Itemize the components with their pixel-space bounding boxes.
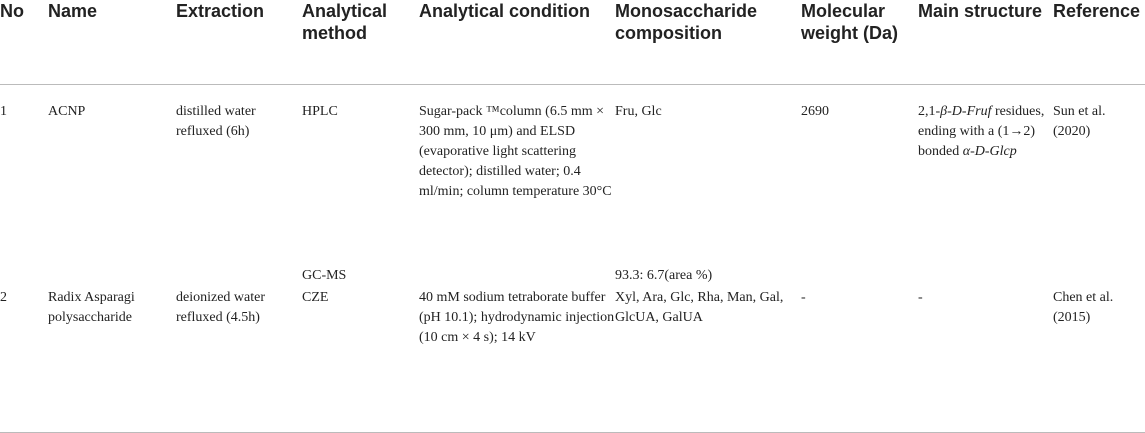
header-row [0,0,1145,84]
cell-main-structure: - [918,288,1053,432]
cell-composition: Xyl, Ara, Glc, Rha, Man, Gal, GlcUA, GalUA [615,288,801,432]
cell-reference: Chen et al. (2015) [1053,288,1145,432]
cell-condition: Sugar-pack ™column (6.5 mm × 300 mm, 10 μm) and ELSD (evaporative light scattering detector); distilled water; 0.4 ml/min; column temperature 30°C [419,103,612,199]
cell-name: Radix Asparagi polysaccharide [48,288,176,432]
cell-extraction: distilled water refluxed (6h) [176,103,256,139]
cell-name: ACNP [48,103,86,119]
cell-composition: Fru, Glc [615,103,662,119]
cell-name [48,266,176,288]
header-reference: Reference [1053,0,1145,84]
structure-middle: residues, ending with a (1→2) bonded [918,103,1045,159]
cell-molecular-weight: - [801,288,918,432]
header-monosaccharide-composition: Monosaccharide composition [615,0,801,84]
header-no: No [0,0,48,84]
header-main-structure: Main structure [918,0,1053,84]
cell-reference: Sun et al. (2020) [1053,103,1106,139]
header-extraction: Extraction [176,0,302,84]
cell-extraction [176,266,302,288]
cell-method: GC-MS [302,268,347,283]
table-row [0,84,1145,266]
cell-method: CZE [302,288,419,432]
structure-prefix: 2,1- [918,103,941,119]
cell-method: HPLC [302,103,338,119]
cell-molecular-weight: 2690 [801,103,829,119]
cell-reference [1053,266,1145,288]
header-analytical-method: Analytical method [302,0,419,84]
cell-main-structure [918,266,1053,288]
cell-no: 2 [0,288,48,432]
header-molecular-weight: Molecular weight (Da) [801,0,918,84]
cell-no [0,266,48,288]
table-row [0,288,1145,432]
cell-composition: 93.3: 6.7(area %) [615,268,713,283]
cell-main-structure [918,84,1053,266]
table-row [0,266,1145,288]
header-name: Name [48,0,176,84]
cell-condition: 40 mM sodium tetraborate buffer (pH 10.1); hydrodynamic injection (10 cm × 4 s); 14 kV [419,288,615,432]
header-analytical-condition: Analytical condition [419,0,615,84]
cell-condition [419,266,615,288]
cell-no: 1 [0,103,7,119]
structure-italic-glcp: α-D-Glcp [962,143,1017,159]
structure-italic-fruf: β-D-Fruf [940,103,992,119]
cell-extraction: deionized water refluxed (4.5h) [176,288,302,432]
cell-molecular-weight [801,266,918,288]
